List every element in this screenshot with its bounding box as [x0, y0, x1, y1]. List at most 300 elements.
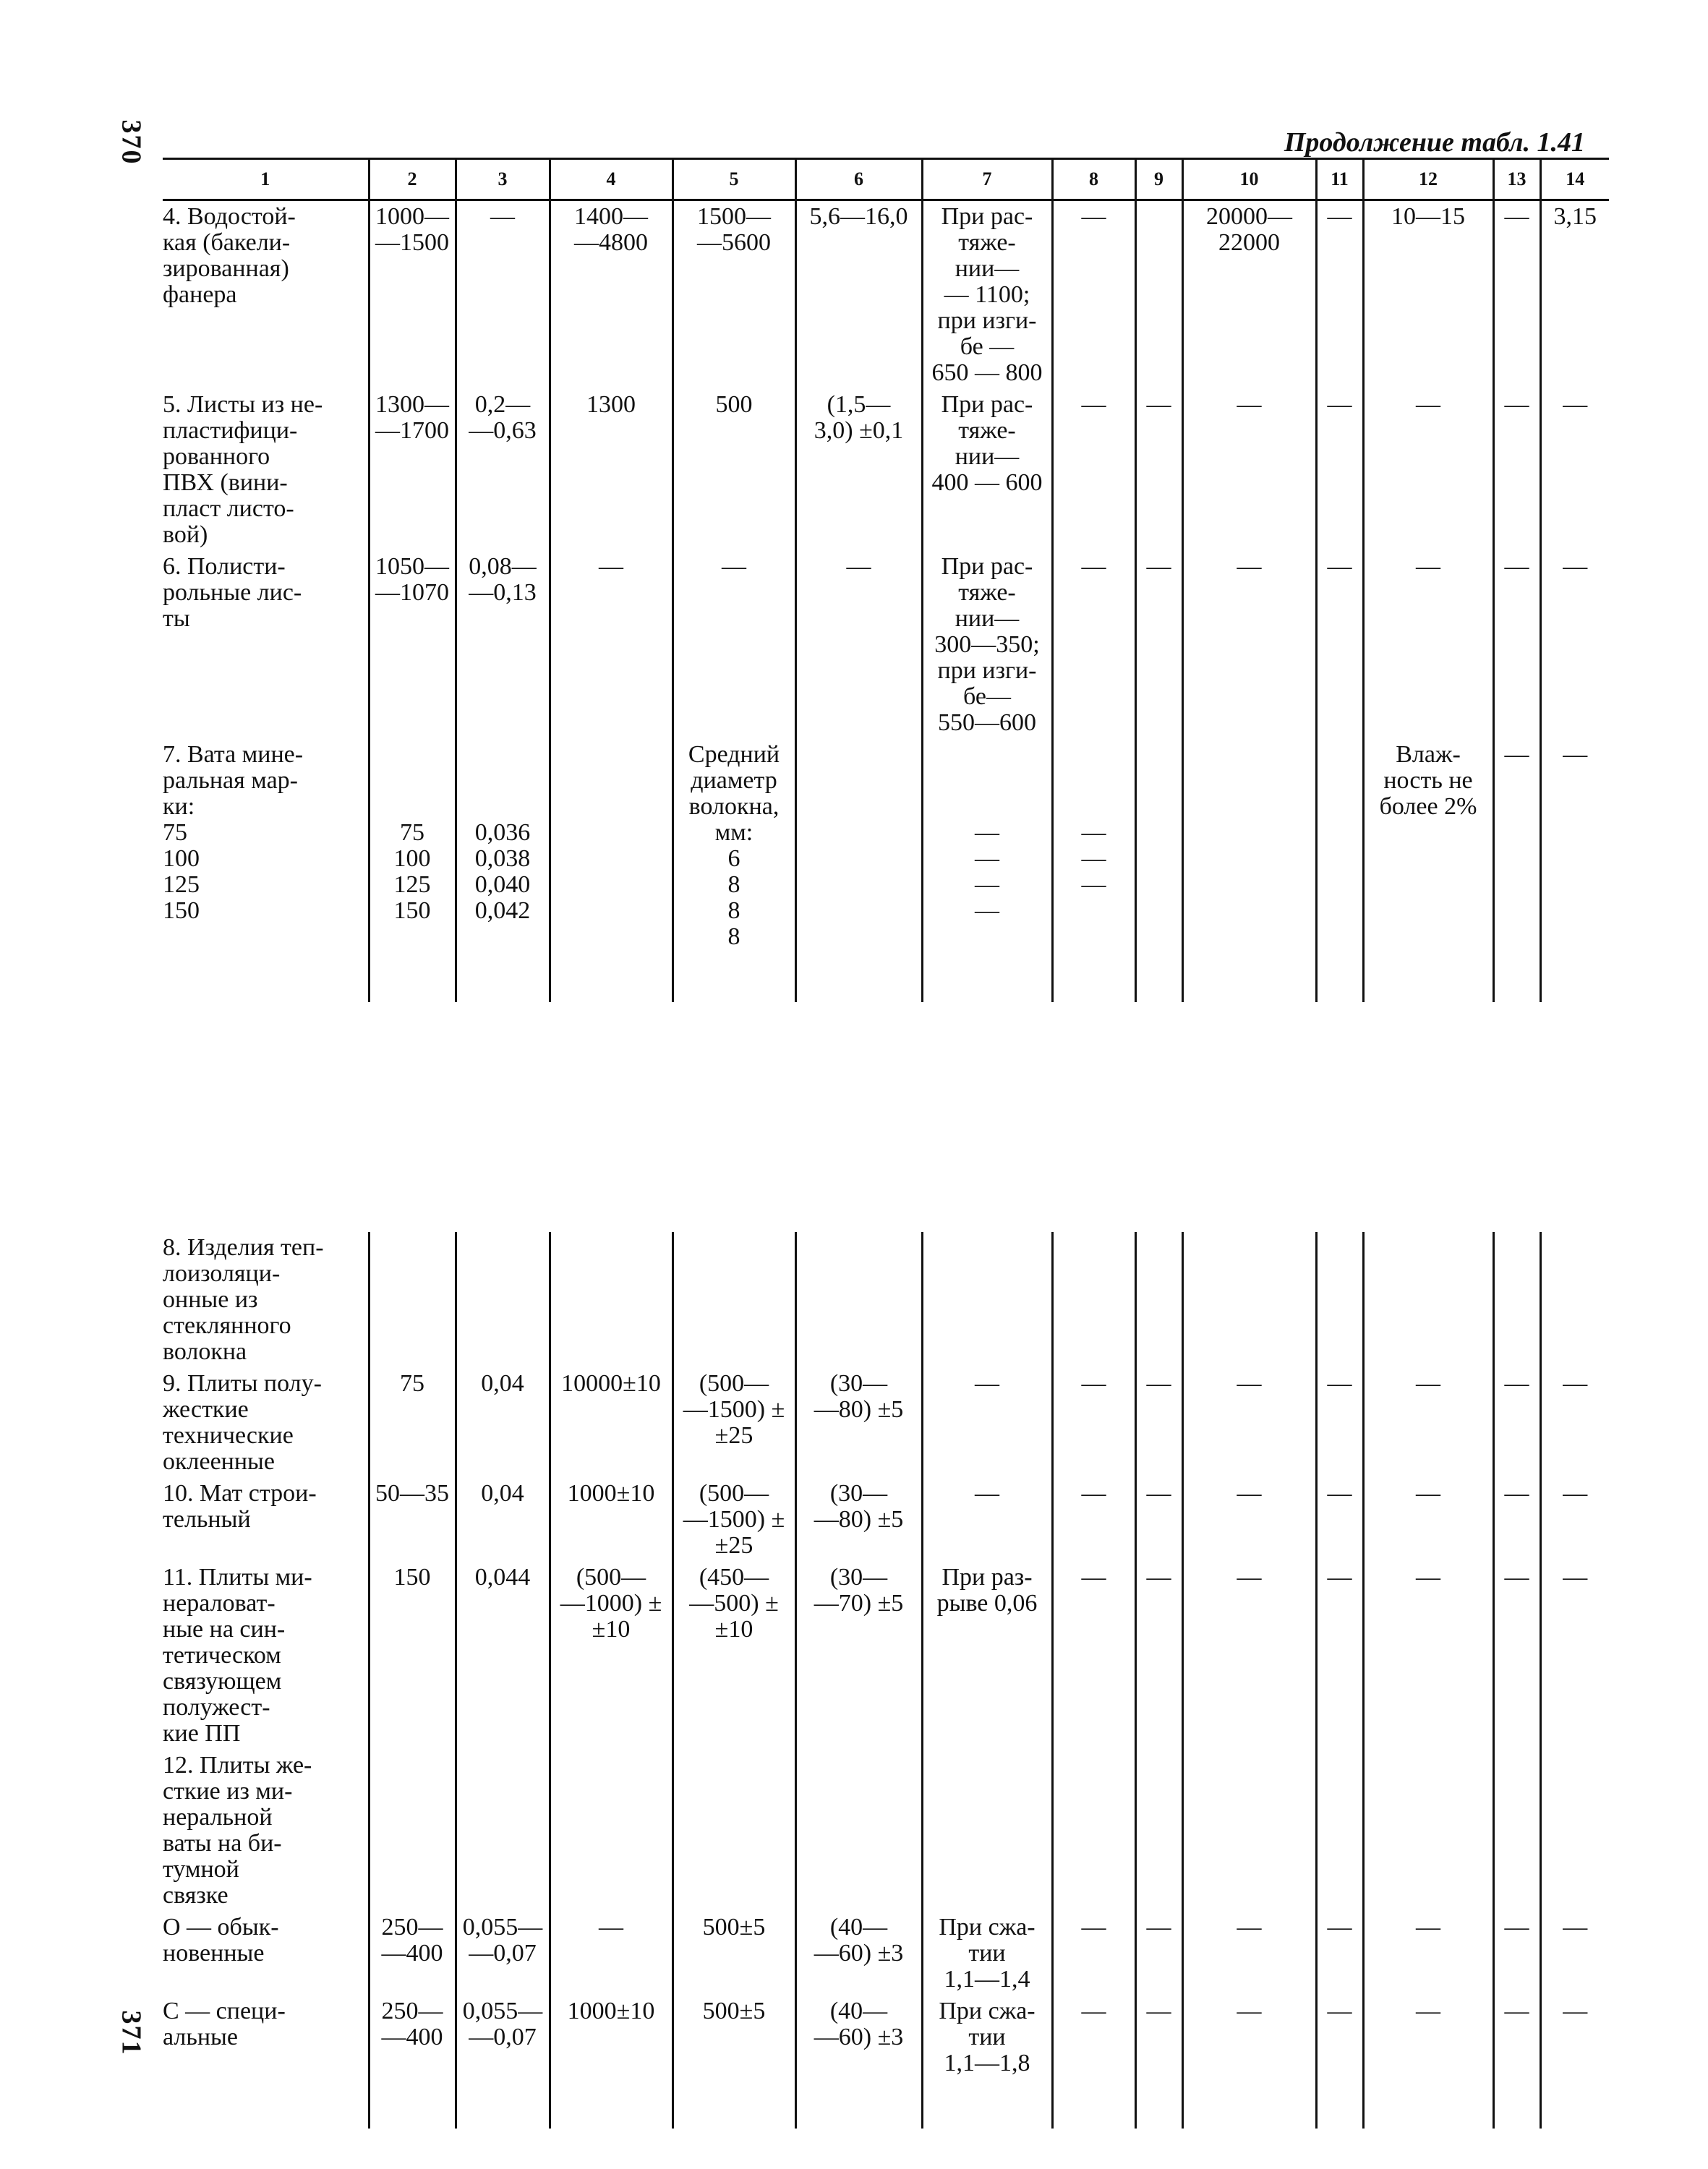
cell-value: 50—35: [375, 1480, 449, 1507]
cell-value: —: [722, 553, 746, 580]
table-cell-col-14: [1540, 1232, 1609, 1368]
filler-cell: [1540, 2079, 1609, 2129]
col-header-5: 5: [672, 159, 795, 200]
table-row: [163, 739, 1609, 953]
table-cell-col-7: [922, 389, 1052, 551]
table-cell-col-4: [550, 200, 672, 390]
cell-value: 500: [715, 391, 753, 418]
cell-value: 0,044: [474, 1564, 531, 1591]
table-cell-col-6: [795, 1478, 922, 1562]
cell-value: (30— —80) ±5: [814, 1480, 904, 1533]
table-cell-col-6: [795, 200, 922, 390]
table-cell-col-7: [922, 1995, 1052, 2079]
cell-value: 250— —400: [381, 1914, 443, 1967]
cell-value: —: [1563, 553, 1588, 580]
cell-value: —: [1504, 1914, 1529, 1941]
cell-value: —: [1146, 391, 1171, 418]
cell-value: —: [1237, 1998, 1262, 2024]
filler-cell: [1493, 2079, 1540, 2129]
table-body-lower: [163, 1232, 1609, 2129]
filler-cell: [672, 2079, 795, 2129]
material-name-cell: [163, 1912, 369, 1995]
table-cell-col-4: [550, 1995, 672, 2079]
table-row: [163, 1368, 1609, 1478]
cell-value: 75 100 125 150: [393, 819, 431, 924]
filler-cell: [1363, 2079, 1493, 2129]
table-cell-col-14: [1540, 1750, 1609, 1912]
cell-value: 0,055— —0,07: [462, 1998, 543, 2050]
cell-value: 20000—22000: [1206, 203, 1292, 256]
table-cell-col-11: [1316, 1562, 1363, 1750]
material-name-cell: [163, 1995, 369, 2079]
filler-cell: [1493, 953, 1540, 1002]
filler-cell: [163, 2079, 369, 2129]
table-cell-col-9: [1135, 739, 1182, 953]
cell-value: 0,055— —0,07: [462, 1914, 543, 1967]
table-cell-col-13: [1493, 1232, 1540, 1368]
cell-value: —: [1504, 1998, 1529, 2024]
column-header-row: [163, 159, 1609, 200]
filler-cell: [1135, 953, 1182, 1002]
page-number-bottom: 371: [116, 2010, 147, 2056]
table-row: [163, 1750, 1609, 1912]
cell-value: —: [1146, 1480, 1171, 1507]
table-cell-col-8: [1052, 1368, 1135, 1478]
material-name-cell: [163, 1232, 369, 1368]
cell-value: 1400— —4800: [574, 203, 648, 256]
table-cell-col-10: [1182, 1368, 1316, 1478]
table-cell-col-6: [795, 1368, 922, 1478]
table-cell-col-2: [369, 1750, 456, 1912]
material-name: 5. Листы из не- пластифици- рованного ПВХ (вини- пласт листо- вой): [163, 391, 323, 548]
cell-value: 1000— —1500: [375, 203, 449, 256]
table-cell-col-12: [1363, 739, 1493, 953]
table-body-upper: [163, 200, 1609, 1003]
col-header-3: 3: [456, 159, 550, 200]
table-cell-col-14: [1540, 389, 1609, 551]
cell-value: —: [1237, 391, 1262, 418]
cell-value: (500— —1500) ± ±25: [683, 1370, 785, 1449]
table-cell-col-3: [456, 1478, 550, 1562]
table-cell-col-4: [550, 1750, 672, 1912]
table-cell-col-9: [1135, 1232, 1182, 1368]
cell-value: —: [1563, 391, 1588, 418]
cell-value: —: [1327, 1998, 1352, 2024]
filler-cell: [1540, 953, 1609, 1002]
table-cell-col-3: [456, 551, 550, 739]
cell-value: —: [1081, 1998, 1106, 2024]
table-cell-col-3: [456, 1912, 550, 1995]
cell-value: 10000±10: [561, 1370, 661, 1397]
table-cell-col-4: [550, 1912, 672, 1995]
table-cell-col-6: [795, 551, 922, 739]
table-cell-col-4: [550, 551, 672, 739]
cell-value: —: [1327, 1564, 1352, 1591]
table-cell-col-8: [1052, 1995, 1135, 2079]
cell-value: 1000±10: [567, 1998, 655, 2024]
col-header-11: 11: [1316, 159, 1363, 200]
cell-value: —: [1563, 1998, 1588, 2024]
cell-value: —: [1081, 1564, 1106, 1591]
cell-value: —: [1504, 1564, 1529, 1591]
filler-cell: [369, 2079, 456, 2129]
col-header-4: 4: [550, 159, 672, 200]
table-cell-col-11: [1316, 200, 1363, 390]
material-name: 10. Мат строи- тельный: [163, 1480, 317, 1533]
table-cell-col-3: [456, 1368, 550, 1478]
material-name: 8. Изделия теп- лоизоляци- онные из стеклянного волокна: [163, 1234, 324, 1365]
cell-value: —: [1237, 1564, 1262, 1591]
material-name: 11. Плиты ми- нераловат- ные на син- тетическом связующем полужест- кие ПП: [163, 1564, 312, 1747]
table-cell-col-6: [795, 389, 922, 551]
table-cell-col-14: [1540, 1562, 1609, 1750]
cell-value: —: [1563, 1564, 1588, 1591]
table-cell-col-9: [1135, 1478, 1182, 1562]
col-header-2: 2: [369, 159, 456, 200]
table-cell-col-12: [1363, 1562, 1493, 1750]
table-cell-col-2: [369, 1562, 456, 1750]
table-cell-col-7: [922, 1232, 1052, 1368]
filler-cell: [1135, 2079, 1182, 2129]
material-name-cell: [163, 200, 369, 390]
table-cell-col-11: [1316, 389, 1363, 551]
cell-value: —: [1563, 1914, 1588, 1941]
table-cell-col-14: [1540, 1995, 1609, 2079]
table-cell-col-5: [672, 1912, 795, 1995]
table-cell-col-13: [1493, 1562, 1540, 1750]
cell-value: —: [1504, 391, 1529, 418]
filler-cell: [1316, 2079, 1363, 2129]
cell-value: —: [1416, 391, 1440, 418]
table-cell-col-9: [1135, 389, 1182, 551]
filler-cell: [163, 953, 369, 1002]
col-header-14: 14: [1540, 159, 1609, 200]
table-cell-col-8: [1052, 1232, 1135, 1368]
table-cell-col-11: [1316, 1368, 1363, 1478]
table-cell-col-4: [550, 1368, 672, 1478]
cell-value: 250— —400: [381, 1998, 443, 2050]
cell-value: (30— —80) ±5: [814, 1370, 904, 1423]
table-cell-col-5: [672, 551, 795, 739]
filler-cell: [1052, 2079, 1135, 2129]
table-cell-col-5: [672, 200, 795, 390]
table-cell-col-11: [1316, 739, 1363, 953]
table-cell-col-10: [1182, 389, 1316, 551]
cell-value: 1300: [586, 391, 636, 418]
data-table-container: [163, 158, 1597, 2129]
table-cell-col-13: [1493, 389, 1540, 551]
filler-cell: [550, 2079, 672, 2129]
table-cell-col-12: [1363, 200, 1493, 390]
table-cell-col-12: [1363, 389, 1493, 551]
filler-cell: [795, 2079, 922, 2129]
table-cell-col-7: [922, 1368, 1052, 1478]
cell-value: — — — —: [975, 819, 999, 924]
table-cell-col-7: [922, 1478, 1052, 1562]
filler-cell: [922, 2079, 1052, 2129]
cell-value: —: [1081, 553, 1106, 580]
table-row: [163, 1478, 1609, 1562]
cell-value: (30— —70) ±5: [814, 1564, 904, 1617]
col-header-7: 7: [922, 159, 1052, 200]
filler-cell: [550, 953, 672, 1002]
col-header-9: 9: [1135, 159, 1182, 200]
cell-value: При сжа- тии 1,1—1,4: [939, 1914, 1036, 1993]
cell-value: —: [1237, 553, 1262, 580]
filler-cell: [369, 953, 456, 1002]
cell-value: —: [1327, 1480, 1352, 1507]
table-row-filler: [163, 953, 1609, 1002]
material-name-cell: [163, 1750, 369, 1912]
cell-value: —: [1146, 1370, 1171, 1397]
table-cell-col-6: [795, 1912, 922, 1995]
table-cell-col-13: [1493, 1478, 1540, 1562]
table-cell-col-4: [550, 739, 672, 953]
filler-cell: [456, 953, 550, 1002]
table-cell-col-12: [1363, 1368, 1493, 1478]
table-cell-col-13: [1493, 1750, 1540, 1912]
table-cell-col-9: [1135, 1750, 1182, 1912]
material-name: 4. Водостой- кая (бакели- зированная) фанера: [163, 203, 296, 308]
table-cell-col-14: [1540, 551, 1609, 739]
table-cell-col-13: [1493, 1995, 1540, 2079]
material-name-cell: [163, 739, 369, 953]
table-cell-col-13: [1493, 739, 1540, 953]
table-cell-col-5: [672, 1562, 795, 1750]
filler-cell: [1316, 953, 1363, 1002]
material-name: 12. Плиты же- сткие из ми- неральной ваты на би- тумной связке: [163, 1752, 312, 1909]
material-name: 7. Вата мине- ральная мар- ки: 75 100 125 150: [163, 741, 304, 924]
table-cell-col-3: [456, 389, 550, 551]
table-cell-col-3: [456, 1232, 550, 1368]
cell-value: —: [1237, 1370, 1262, 1397]
cell-value: —: [1327, 553, 1352, 580]
table-cell-col-3: [456, 200, 550, 390]
cell-value: (500— —1000) ± ±10: [560, 1564, 662, 1643]
table-cell-col-2: [369, 200, 456, 390]
cell-value: 500±5: [702, 1998, 766, 2024]
filler-cell: [1182, 2079, 1316, 2129]
table-cell-col-6: [795, 739, 922, 953]
cell-value: —: [1146, 553, 1171, 580]
table-cell-col-13: [1493, 1912, 1540, 1995]
table-cell-col-6: [795, 1232, 922, 1368]
cell-value: 0,04: [481, 1480, 524, 1507]
material-name: 6. Полисти- рольные лис- ты: [163, 553, 302, 632]
table-row: [163, 1232, 1609, 1368]
table-cell-col-14: [1540, 200, 1609, 390]
table-row: [163, 1995, 1609, 2079]
table-cell-col-10: [1182, 1995, 1316, 2079]
table-cell-col-9: [1135, 1368, 1182, 1478]
cell-value: (450— —500) ± ±10: [689, 1564, 779, 1643]
table-cell-col-2: [369, 1995, 456, 2079]
cell-value: 0,036 0,038 0,040 0,042: [474, 819, 531, 924]
material-name: 9. Плиты полу- жесткие технические оклеенные: [163, 1370, 322, 1475]
table-cell-col-12: [1363, 1232, 1493, 1368]
table-row-filler: [163, 2079, 1609, 2129]
page-gap: [163, 1002, 1609, 1232]
table-cell-col-8: [1052, 1912, 1135, 1995]
filler-cell: [1052, 953, 1135, 1002]
table-cell-col-3: [456, 1750, 550, 1912]
table-cell-col-8: [1052, 551, 1135, 739]
cell-value: (40— —60) ±3: [814, 1998, 904, 2050]
table-cell-col-13: [1493, 1368, 1540, 1478]
cell-value: —: [1416, 1564, 1440, 1591]
cell-value: 10—15: [1391, 203, 1465, 230]
cell-value: 1300— —1700: [375, 391, 449, 444]
table-cell-col-7: [922, 551, 1052, 739]
filler-cell: [456, 2079, 550, 2129]
table-cell-col-11: [1316, 1478, 1363, 1562]
material-name: С — специ- альные: [163, 1998, 286, 2050]
cell-value: При рас- тяже- нии— — 1100; при изги- бе — 650 — 800: [931, 203, 1043, 386]
table-cell-col-11: [1316, 1912, 1363, 1995]
cell-value: —: [1504, 553, 1529, 580]
table-row: [163, 389, 1609, 551]
cell-value: —: [975, 1370, 999, 1397]
cell-value: — — —: [1081, 819, 1106, 898]
cell-value: —: [1146, 1914, 1171, 1941]
table-cell-col-14: [1540, 1478, 1609, 1562]
page-gap-row: [163, 1002, 1609, 1232]
table-cell-col-10: [1182, 739, 1316, 953]
cell-value: —: [1146, 1564, 1171, 1591]
cell-value: При рас- тяже- нии— 300—350; при изги- бе— 550—600: [934, 553, 1040, 736]
cell-value: 3,15: [1553, 203, 1597, 230]
cell-value: (500— —1500) ± ±25: [683, 1480, 785, 1559]
table-cell-col-5: [672, 739, 795, 953]
table-cell-col-9: [1135, 1995, 1182, 2079]
table-cell-col-11: [1316, 1750, 1363, 1912]
cell-value: —: [599, 553, 623, 580]
cell-value: —: [846, 553, 871, 580]
cell-value: —: [1416, 1370, 1440, 1397]
table-cell-col-14: [1540, 739, 1609, 953]
table-cell-col-2: [369, 551, 456, 739]
table-row: [163, 200, 1609, 390]
cell-value: —: [1327, 1370, 1352, 1397]
col-header-12: 12: [1363, 159, 1493, 200]
cell-value: 1000±10: [567, 1480, 655, 1507]
material-name-cell: [163, 389, 369, 551]
table-cell-col-13: [1493, 551, 1540, 739]
filler-cell: [672, 953, 795, 1002]
cell-value: —: [1504, 203, 1529, 230]
table-cell-col-10: [1182, 1478, 1316, 1562]
table-cell-col-9: [1135, 551, 1182, 739]
material-name-cell: [163, 1368, 369, 1478]
cell-value: —: [1081, 391, 1106, 418]
table-cell-col-2: [369, 739, 456, 953]
cell-value: 75: [400, 1370, 424, 1397]
table-cell-col-4: [550, 1562, 672, 1750]
table-cell-col-8: [1052, 200, 1135, 390]
table-cell-col-2: [369, 389, 456, 551]
table-cell-col-3: [456, 1562, 550, 1750]
cell-value: —: [1416, 1914, 1440, 1941]
table-cell-col-8: [1052, 389, 1135, 551]
table-cell-col-7: [922, 1562, 1052, 1750]
table-cell-col-10: [1182, 551, 1316, 739]
table-cell-col-12: [1363, 1478, 1493, 1562]
cell-value: 0,2— —0,63: [469, 391, 537, 444]
table-row: [163, 551, 1609, 739]
table-cell-col-10: [1182, 1750, 1316, 1912]
cell-value: —: [1563, 1480, 1588, 1507]
cell-value: —: [490, 203, 515, 230]
table-cell-col-11: [1316, 1995, 1363, 2079]
table-cell-col-5: [672, 1750, 795, 1912]
cell-value: 0,08— —0,13: [469, 553, 537, 606]
table-cell-col-8: [1052, 1478, 1135, 1562]
col-header-13: 13: [1493, 159, 1540, 200]
table-cell-col-12: [1363, 551, 1493, 739]
table-cell-col-6: [795, 1562, 922, 1750]
filler-cell: [795, 953, 922, 1002]
table-cell-col-2: [369, 1232, 456, 1368]
table-cell-col-5: [672, 1478, 795, 1562]
col-header-8: 8: [1052, 159, 1135, 200]
table-cell-col-3: [456, 739, 550, 953]
table-cell-col-10: [1182, 200, 1316, 390]
cell-value: —: [1327, 1914, 1352, 1941]
properties-table: [163, 158, 1609, 2129]
cell-value: —: [1563, 1370, 1588, 1397]
cell-value: —: [1416, 553, 1440, 580]
cell-value: —: [599, 1914, 623, 1941]
cell-value: При раз- рыве 0,06: [936, 1564, 1038, 1617]
table-cell-col-10: [1182, 1232, 1316, 1368]
table-cell-col-8: [1052, 739, 1135, 953]
table-cell-col-8: [1052, 1750, 1135, 1912]
cell-value: 1050— —1070: [375, 553, 449, 606]
col-header-1: 1: [163, 159, 369, 200]
cell-value: —: [1416, 1998, 1440, 2024]
table-cell-col-13: [1493, 200, 1540, 390]
table-cell-col-12: [1363, 1995, 1493, 2079]
table-cell-col-4: [550, 1232, 672, 1368]
cell-value: —: [1563, 741, 1588, 768]
table-cell-col-5: [672, 1995, 795, 2079]
table-cell-col-7: [922, 1912, 1052, 1995]
cell-value: —: [1237, 1914, 1262, 1941]
table-cell-col-9: [1135, 1562, 1182, 1750]
table-cell-col-12: [1363, 1912, 1493, 1995]
cell-value: —: [1081, 1914, 1106, 1941]
table-cell-col-14: [1540, 1368, 1609, 1478]
table-cell-col-7: [922, 739, 1052, 953]
table-cell-col-9: [1135, 1912, 1182, 1995]
cell-value: —: [1504, 1370, 1529, 1397]
col-header-10: 10: [1182, 159, 1316, 200]
table-cell-col-4: [550, 389, 672, 551]
cell-value: —: [1327, 203, 1352, 230]
material-name-cell: [163, 551, 369, 739]
filler-cell: [1363, 953, 1493, 1002]
cell-value: Средний диаметр волокна, мм: 6 8 8 8: [688, 741, 780, 950]
col-header-6: 6: [795, 159, 922, 200]
cell-value: —: [1504, 1480, 1529, 1507]
table-row: [163, 1562, 1609, 1750]
cell-value: (40— —60) ±3: [814, 1914, 904, 1967]
table-cell-col-7: [922, 1750, 1052, 1912]
table-cell-col-11: [1316, 1232, 1363, 1368]
table-cell-col-6: [795, 1750, 922, 1912]
material-name-cell: [163, 1478, 369, 1562]
table-row: [163, 1912, 1609, 1995]
